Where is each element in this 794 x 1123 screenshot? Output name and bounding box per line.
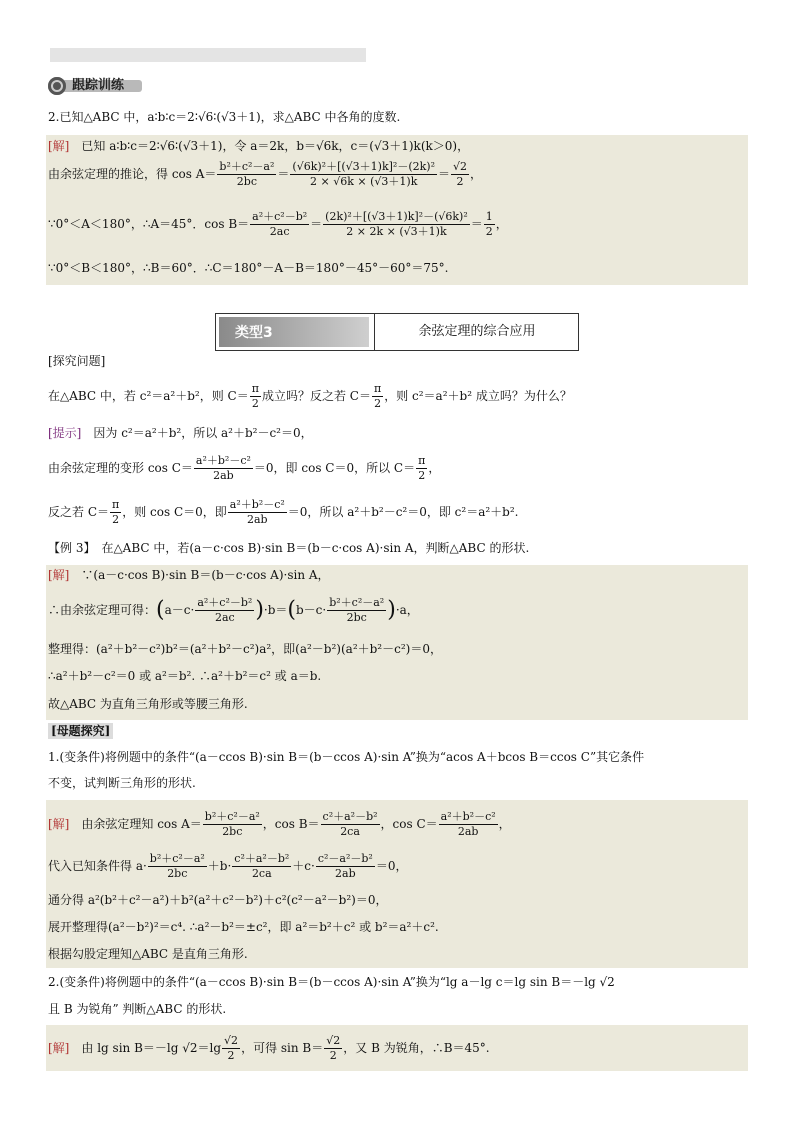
m1-line5: 根据勾股定理知△ABC 是直角三角形. <box>48 947 248 961</box>
fraction <box>290 160 437 189</box>
sol-text: 代入已知条件得 a· <box>48 859 147 873</box>
fraction <box>451 160 469 189</box>
denominator: 2bc <box>346 611 367 624</box>
numerator: (2k)²＋[(√3＋1)k]²－(√6k)² <box>325 210 468 223</box>
denominator: 2 <box>456 175 464 188</box>
numerator: a²＋b²－c² <box>229 498 285 511</box>
denominator: 2ab <box>213 469 234 482</box>
hint-text: 由余弦定理的变形 cos C＝ <box>48 461 193 475</box>
numerator: c²－a²－b² <box>317 852 373 865</box>
sol-text: ，可得 sin B＝ <box>241 1041 324 1055</box>
numerator: b²＋c²－a² <box>219 160 275 173</box>
sol-text: 由余弦定理知 cos A＝ <box>81 817 202 831</box>
sol-text: ，cos B＝ <box>262 817 320 831</box>
target-icon <box>48 77 66 95</box>
solution-tag: [解] <box>48 817 70 831</box>
explore-tag: [探究问题] <box>48 354 106 368</box>
sol-text: ，cos C＝ <box>380 817 438 831</box>
mother-tag: [母题探究] <box>48 723 113 739</box>
q-text: 成立吗？反之若 C＝ <box>261 389 371 403</box>
numerator: c²＋a²－b² <box>234 852 290 865</box>
example-3: 【例 3】 在△ABC 中，若(a－c·cos B)·sin B＝(b－c·cos A)·sin A，判断△ABC 的形状. <box>48 541 530 555</box>
m1-line4: 展开整理得(a²－b²)²＝c⁴. ∴a²－b²＝±c²，即 a²＝b²＋c² 或 b²＝a²＋c². <box>48 920 439 934</box>
denominator: 2ab <box>246 513 268 526</box>
fraction <box>228 498 287 527</box>
numerator: b²＋c²－a² <box>204 810 260 823</box>
question-2: 2.已知△ABC 中，a∶b∶c＝2∶√6∶(√3＋1)，求△ABC 中各角的度数. <box>48 110 401 124</box>
sol-text: 由 lg sin B＝－lg √2＝lg <box>81 1041 222 1055</box>
type-label: 类型3 <box>235 325 273 341</box>
type-title: 余弦定理的综合应用 <box>418 324 536 339</box>
denominator: 2 <box>251 397 259 410</box>
numerator: a²＋b²－c² <box>440 810 496 823</box>
denominator: 2ac <box>269 225 290 238</box>
section-header <box>48 77 144 95</box>
solution-tag: [解] <box>48 568 70 582</box>
explore-question <box>48 378 572 414</box>
numerator: a²＋c²－b² <box>252 210 308 223</box>
fraction <box>148 852 207 881</box>
mother-p1b: 不变，试判断三角形的形状. <box>48 776 196 790</box>
denominator: 2bc <box>236 175 257 188</box>
cos-a-label: 由余弦定理的推论，得 cos A＝ <box>48 167 217 181</box>
divider <box>374 314 375 350</box>
fraction <box>484 210 495 239</box>
numerator: a²＋b²－c² <box>195 454 251 467</box>
hint-tag: [提示] <box>48 426 82 440</box>
type-label-bg <box>219 317 369 347</box>
denominator: 2 × 2k × (√3＋1)k <box>346 225 447 238</box>
sol-text: ＋c· <box>292 859 315 873</box>
numerator: √2 <box>224 1034 239 1047</box>
paren: ( <box>156 597 165 623</box>
denominator: 2bc <box>167 867 188 880</box>
fraction <box>232 852 291 881</box>
sol-text: ＋b· <box>207 859 232 873</box>
numerator: √2 <box>326 1034 341 1047</box>
denominator: 2 <box>112 513 120 526</box>
denominator: 2ca <box>251 867 272 880</box>
sol1-line1 <box>48 137 469 155</box>
fraction <box>222 1034 240 1063</box>
denominator: 2 <box>227 1049 235 1062</box>
punct: ， <box>428 461 441 475</box>
mother-p2b: 且 B 为锐角” 判断△ABC 的形状. <box>48 1002 227 1016</box>
cos-b-label: ∵0°＜A＜180°，∴A＝45°．cos B＝ <box>48 217 250 231</box>
punct: ， <box>495 217 508 231</box>
denominator: 2ab <box>457 825 479 838</box>
hint-text: 因为 c²＝a²＋b²，所以 a²＋b²－c²＝0， <box>93 426 313 440</box>
sol1-line2: 由余弦定理的推论，得 cos A＝ $\frac{\text{b²＋c²－a²}}{2bc}$ ＝ $\frac{\text{(√6k)²＋[(√3＋1)k]²－(2k)²}}{2 \times √6k \times (√3+1)k}$ ＝ $\frac{√2}{2}$ ， <box>48 160 483 188</box>
fraction <box>110 498 121 527</box>
hint-text: ，则 cos C＝0，即 <box>122 505 227 519</box>
numerator: a²＋c²－b² <box>197 596 253 609</box>
fraction <box>203 810 262 839</box>
numerator: π <box>418 454 426 467</box>
ex3-line5: 故△ABC 为直角三角形或等腰三角形. <box>48 697 248 711</box>
fraction <box>327 596 386 625</box>
denominator: 2 <box>374 397 382 410</box>
fraction <box>324 1034 342 1063</box>
denominator: 2ab <box>335 867 356 880</box>
numerator: π <box>112 498 120 511</box>
denominator: 2 × √6k × (√3＋1)k <box>310 175 418 188</box>
solution-tag: [解] <box>48 139 70 153</box>
fraction <box>195 596 254 625</box>
fraction <box>250 210 309 239</box>
fraction <box>316 852 375 881</box>
q-text: ，则 c²＝a²＋b² 成立吗？为什么？ <box>384 389 572 403</box>
fraction <box>250 382 261 411</box>
fraction <box>217 160 276 189</box>
denominator: 2ca <box>340 825 360 838</box>
numerator: π <box>251 382 259 395</box>
numerator: π <box>373 382 382 395</box>
top-gray-bar <box>50 48 366 62</box>
hint-text: ＝0，即 cos C＝0，所以 C＝ <box>253 461 416 475</box>
m1-line3: 通分得 a²(b²＋c²－a²)＋b²(a²＋c²－b²)＋c²(c²－a²－b²)＝0， <box>48 893 388 907</box>
fraction <box>416 454 427 483</box>
fraction <box>323 210 470 239</box>
sol-text: ，又 B 为锐角，∴B＝45°. <box>343 1041 490 1055</box>
numerator: b²＋c²－a² <box>329 596 385 609</box>
punct: ＝0， <box>375 859 408 873</box>
header-title: 跟踪训练 <box>72 78 125 93</box>
sol1-line3: ∵0°＜A＜180°，∴A＝45°．cos B＝ $\frac{\text{a²＋c²－b²}}{2ac}$ ＝ $\frac{\text{(2k)²＋[(√3＋1)k]²－(√6k)²}}{2 \times 2k \times (√3+1)k}$ ＝ $\frac{1}{2}$ ， <box>48 210 508 238</box>
m1-line2 <box>48 848 407 884</box>
paren: ( <box>287 597 296 623</box>
punct: ， <box>470 167 483 181</box>
hint-line2 <box>48 450 440 486</box>
fraction <box>321 810 380 839</box>
type-box <box>215 313 579 351</box>
paren: ) <box>255 597 264 623</box>
hint-line3 <box>48 494 519 530</box>
sol-text: ∴由余弦定理可得： <box>48 603 157 617</box>
numerator: c²＋a²－b² <box>322 810 378 823</box>
denominator: 2 <box>418 469 426 482</box>
fraction <box>372 382 383 411</box>
fraction <box>194 454 253 483</box>
denominator: 2ac <box>214 611 235 624</box>
denominator: 2bc <box>222 825 243 838</box>
ex3-line3: 整理得：(a²＋b²－c²)b²＝(a²＋b²－c²)a²，即(a²－b²)(a²＋b²－c²)＝0， <box>48 642 442 656</box>
numerator: √2 <box>453 160 468 173</box>
paren: ) <box>387 597 396 623</box>
denominator: 2 <box>329 1049 337 1062</box>
ex3-line2: ∴由余弦定理可得：(a－c· $\frac{\text{a²＋c²－b²}}{2ac}$ )·b＝(b－c· $\frac{\text{b²＋c²－a²}}{2bc}$ )·a， <box>48 596 419 624</box>
sol1-line4: ∵0°＜B＜180°，∴B＝60°．∴C＝180°－A－B＝180°－45°－60°＝75°. <box>48 261 449 275</box>
mother-p1a: 1.(变条件)将例题中的条件“(a－ccos B)·sin B＝(b－ccos A)·sin A”换为“acos A＋bcos B＝ccos C”其它条件 <box>48 750 645 764</box>
fraction <box>439 810 498 839</box>
m1-line1 <box>48 806 511 842</box>
hint-text: 反之若 C＝ <box>48 505 109 519</box>
ex3-line4: ∴a²＋b²－c²＝0 或 a²＝b². ∴a²＋b²＝c² 或 a＝b. <box>48 669 322 683</box>
ex3-line1 <box>48 566 330 584</box>
m2-line1 <box>48 1030 490 1066</box>
numerator: b²＋c²－a² <box>149 852 205 865</box>
solution-tag: [解] <box>48 1041 70 1055</box>
numerator: (√6k)²＋[(√3＋1)k]²－(2k)² <box>292 160 435 173</box>
mother-p2a: 2.(变条件)将例题中的条件“(a－ccos B)·sin B＝(b－ccos A)·sin A”换为“lg a－lg c＝lg sin B＝－lg √2 <box>48 975 615 989</box>
sol-text: ∵(a－c·cos B)·sin B＝(b－c·cos A)·sin A， <box>81 568 330 582</box>
hint-line1 <box>48 424 313 442</box>
denominator: 2 <box>485 225 493 238</box>
punct: ， <box>498 817 511 831</box>
q-text: 在△ABC 中，若 c²＝a²＋b²，则 C＝ <box>48 389 249 403</box>
hint-text: ＝0，所以 a²＋b²－c²＝0，即 c²＝a²＋b². <box>287 505 519 519</box>
sol1-text: 已知 a∶b∶c＝2∶√6∶(√3＋1)，令 a＝2k，b＝√6k，c＝(√3＋1)k(k＞0)， <box>81 139 470 153</box>
numerator: 1 <box>485 210 493 223</box>
